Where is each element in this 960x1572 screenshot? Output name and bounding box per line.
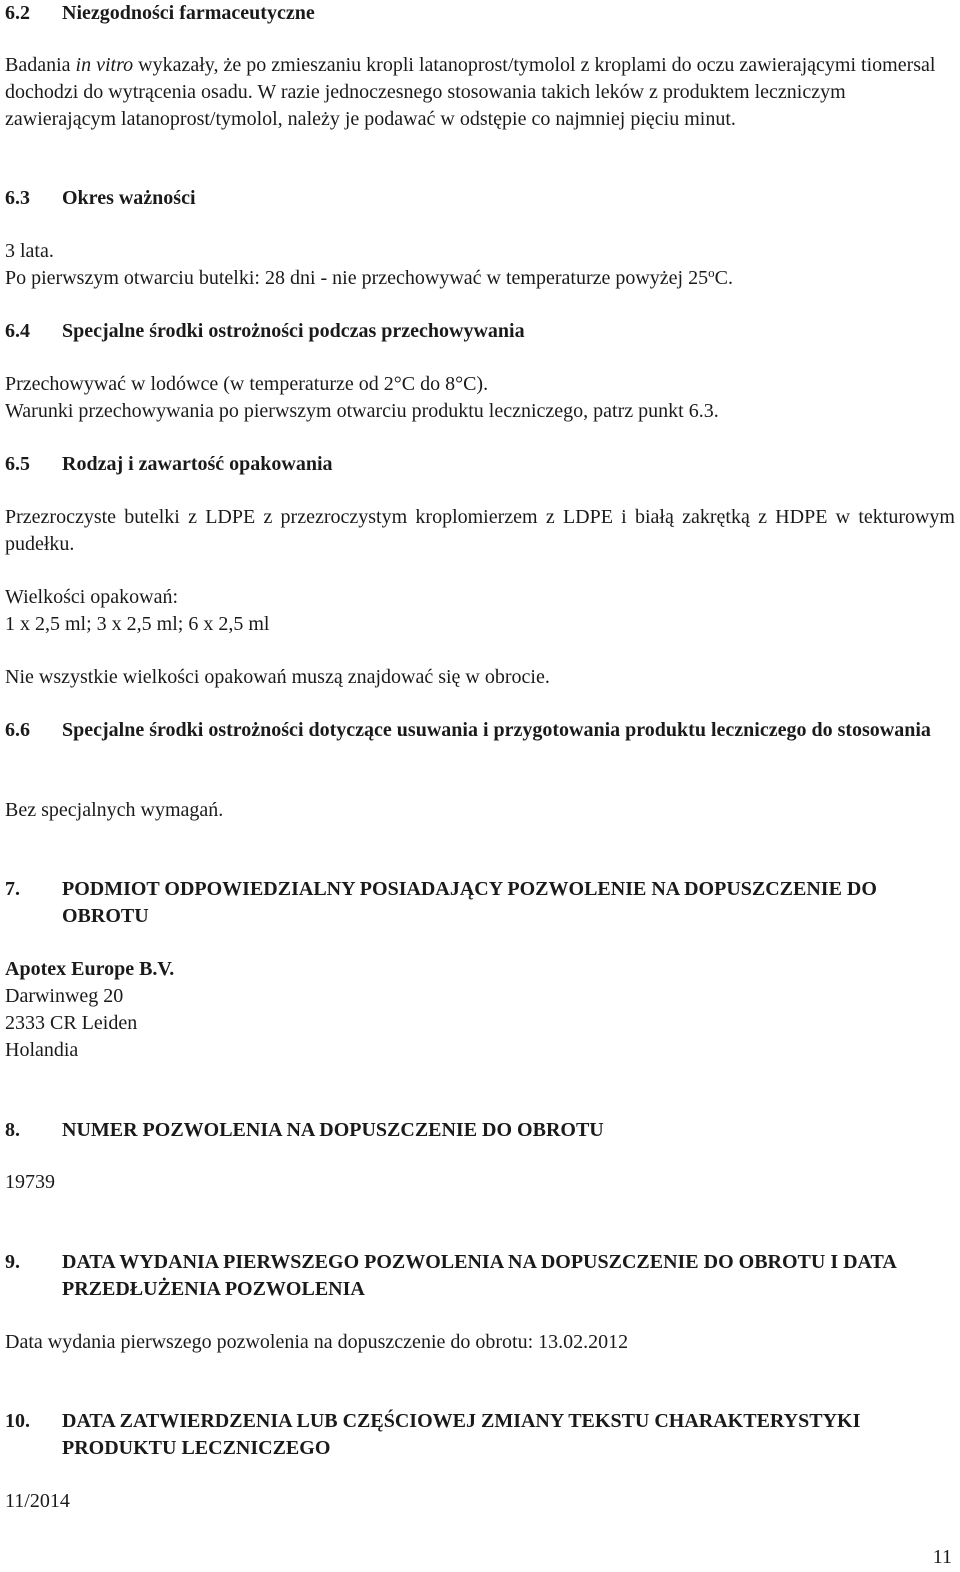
degree-superscript: o [708, 265, 715, 280]
section-6-3-heading [5, 185, 955, 212]
address-street: Darwinweg 20 [5, 985, 124, 1007]
section-10-heading [5, 1408, 955, 1462]
section-6-2-paragraph: Badania in vitro wykazały, że po zmieszaniu kropli latanoprost/tymolol z kroplami do oczu zawierającymi tiomersal dochodzi do wytrącenia osadu. W razie jednoczesnego stosowania takich leków z produktem leczniczym zawierającym latanoprost/tymolol, należy je podawać w odstępie co najmniej pięciu minut. [5, 54, 936, 130]
section-8-heading [5, 1117, 955, 1144]
section-title: PODMIOT ODPOWIEDZIALNY POSIADAJĄCY POZWOLENIE NA DOPUSZCZENIE DO OBROTU [62, 878, 877, 927]
after-opening-text: Po pierwszym otwarciu butelki: 28 dni - nie przechowywać w temperaturze powyżej 25$^o$C. [5, 265, 733, 289]
section-number: 6.6 [5, 719, 30, 741]
storage-condition: Przechowywać w lodówce (w temperaturze od 2°C do 8°C). [5, 373, 489, 395]
container-description: Przezroczyste butelki z LDPE z przezroczystym kroplomierzem z LDPE i białą zakrętką z HDPE w tekturowym pudełku. [5, 506, 955, 555]
section-number: 9. [5, 1251, 20, 1273]
section-title: Specjalne środki ostrożności dotyczące usuwania i przygotowania produktu leczniczego do stosowania [62, 719, 931, 741]
disposal-text: Bez specjalnych wymagań. [5, 799, 224, 821]
section-6-2-heading [5, 0, 955, 27]
section-title: NUMER POZWOLENIA NA DOPUSZCZENIE DO OBROTU [62, 1119, 604, 1141]
section-number: 8. [5, 1119, 20, 1141]
section-number: 6.3 [5, 187, 30, 209]
section-title: Okres ważności [62, 187, 196, 209]
section-title: Niezgodności farmaceutyczne [62, 2, 315, 24]
section-number: 7. [5, 878, 20, 900]
section-number: 10. [5, 1410, 30, 1432]
storage-after-opening: Warunki przechowywania po pierwszym otwarciu produktu leczniczego, patrz punkt 6.3. [5, 400, 719, 422]
in-vitro-italic: in vitro [75, 54, 134, 76]
section-6-6-heading [5, 717, 955, 744]
section-title: DATA ZATWIERDZENIA LUB CZĘŚCIOWEJ ZMIANY TEKSTU CHARAKTERYSTYKI PRODUKTU LECZNICZEGO [62, 1410, 861, 1459]
pack-sizes-value: 1 x 2,5 ml; 3 x 2,5 ml; 6 x 2,5 ml [5, 613, 270, 635]
section-title: Rodzaj i zawartość opakowania [62, 453, 333, 475]
section-title: Specjalne środki ostrożności podczas przechowywania [62, 320, 525, 342]
revision-date: 11/2014 [5, 1490, 70, 1512]
section-6-5-heading [5, 451, 955, 478]
page-number: 11 [932, 1546, 952, 1568]
pack-sizes-note: Nie wszystkie wielkości opakowań muszą znajdować się w obrocie. [5, 666, 550, 688]
section-6-4-heading [5, 318, 955, 345]
section-number: 6.4 [5, 320, 30, 342]
shelf-life-value: 3 lata. [5, 240, 54, 262]
address-city: 2333 CR Leiden [5, 1012, 138, 1034]
pack-sizes-label: Wielkości opakowań: [5, 586, 179, 608]
section-title: DATA WYDANIA PIERWSZEGO POZWOLENIA NA DOPUSZCZENIE DO OBROTU I DATA PRZEDŁUŻENIA POZWOLENIA [62, 1251, 896, 1300]
authorization-number: 19739 [5, 1171, 55, 1193]
section-number: 6.5 [5, 453, 30, 475]
section-9-heading [5, 1249, 955, 1303]
first-authorization-date: Data wydania pierwszego pozwolenia na dopuszczenie do obrotu: 13.02.2012 [5, 1331, 629, 1353]
section-7-heading [5, 876, 955, 930]
section-number: 6.2 [5, 2, 30, 24]
company-name: Apotex Europe B.V. [5, 958, 175, 980]
address-country: Holandia [5, 1039, 79, 1061]
